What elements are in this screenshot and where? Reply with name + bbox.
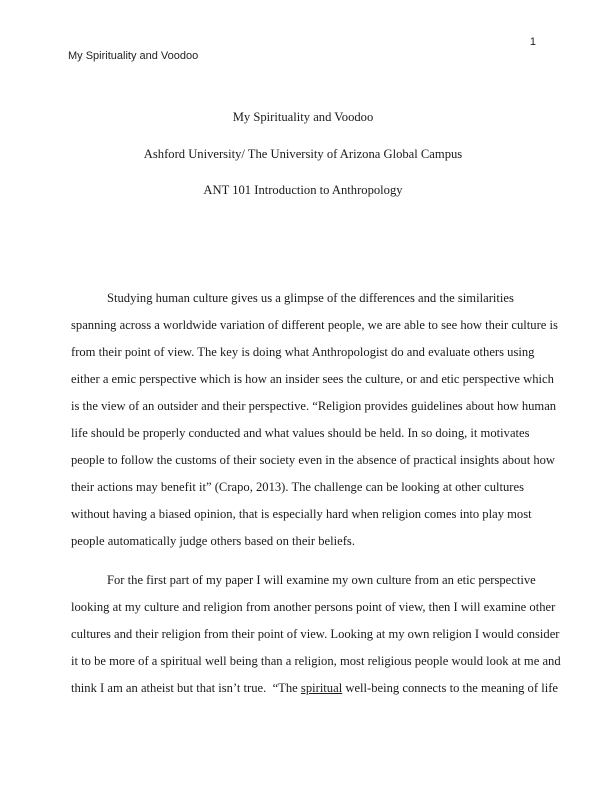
paragraph-line: either a emic perspective which is how an insider sees the culture, or and etic perspective which bbox=[71, 372, 554, 386]
paper-title: My Spirituality and Voodoo bbox=[232, 110, 374, 124]
paragraph-text: think I am an atheist but that isn’t true. bbox=[71, 681, 267, 695]
paragraph-line: cultures and their religion from their point of view. Looking at my own religion I would consider bbox=[71, 627, 560, 641]
paragraph-line: people automatically judge others based on their beliefs. bbox=[71, 534, 355, 548]
paragraph-line: is the view of an outsider and their perspective. “Religion provides guidelines about how human bbox=[71, 399, 557, 413]
paragraph-line: it to be more of a spiritual well being than a religion, most religious people would look at me and bbox=[71, 654, 561, 668]
paragraph-line: spanning across a worldwide variation of different people, we are able to see how their culture is bbox=[71, 318, 558, 332]
paragraph-line bbox=[71, 681, 558, 696]
page-number: 1 bbox=[529, 36, 536, 48]
course-name: ANT 101 Introduction to Anthropology bbox=[203, 183, 403, 197]
paragraph-line: For the first part of my paper I will examine my own culture from an etic perspective bbox=[107, 573, 536, 587]
underlined-word: spiritual bbox=[300, 681, 343, 695]
quote-continuation: well-being connects to the meaning of life bbox=[342, 681, 558, 695]
paragraph-line: Studying human culture gives us a glimpse of the differences and the similarities bbox=[107, 291, 514, 305]
paragraph-line: their actions may benefit it” (Crapo, 2013). The challenge can be looking at other cultures bbox=[71, 480, 524, 494]
institution-name: Ashford University/ The University of Arizona Global Campus bbox=[143, 147, 463, 161]
paragraph-line: life should be properly conducted and what values should be held. In so doing, it motivates bbox=[71, 426, 530, 440]
running-head: My Spirituality and Voodoo bbox=[68, 50, 199, 62]
paragraph-line: from their point of view. The key is doing what Anthropologist do and evaluate others using bbox=[71, 345, 535, 359]
paragraph-line: looking at my culture and religion from another persons point of view, then I will examine other bbox=[71, 600, 556, 614]
quote-start: “The bbox=[272, 681, 301, 695]
paragraph-line: without having a biased opinion, that is especially hard when religion comes into play most bbox=[71, 507, 532, 521]
paragraph-line: people to follow the customs of their society even in the absence of practical insights about how bbox=[71, 453, 556, 467]
